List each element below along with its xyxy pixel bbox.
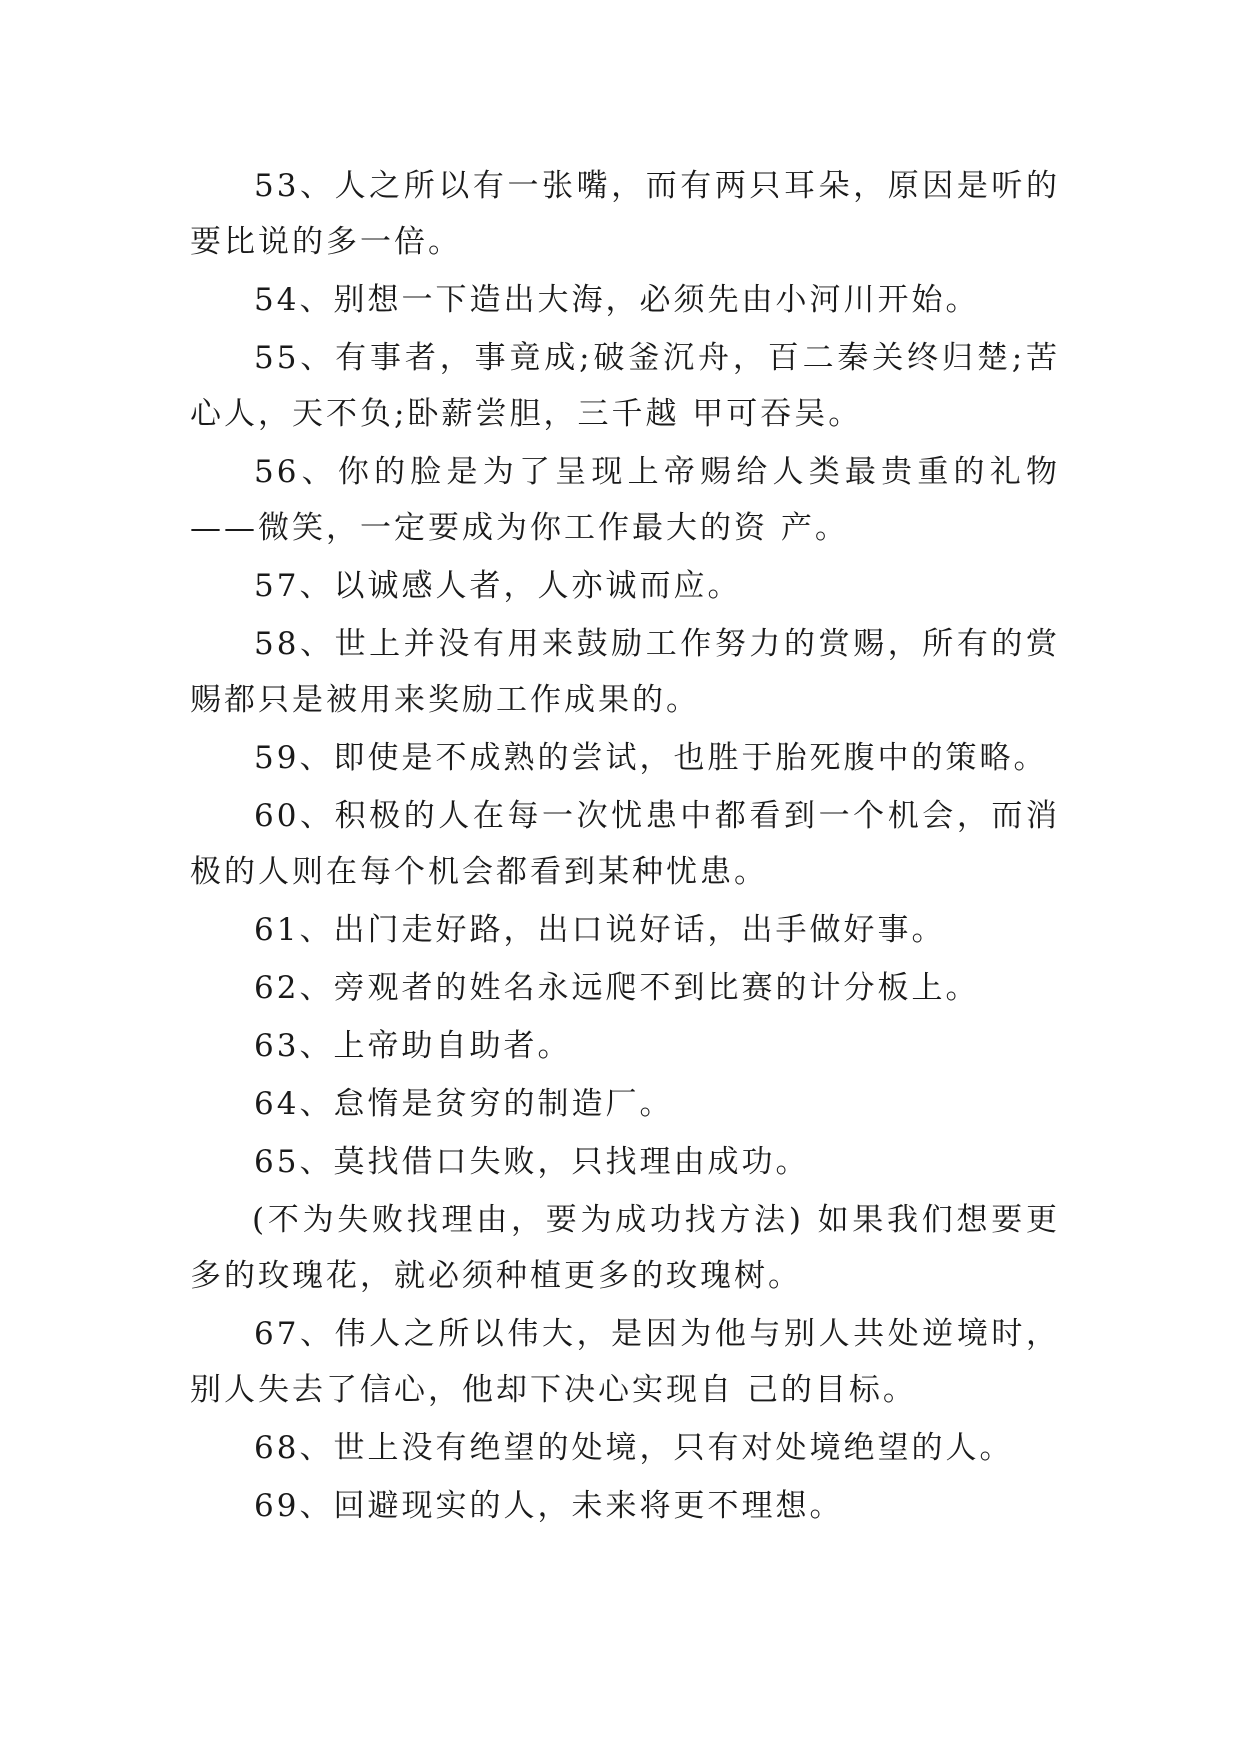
paragraph-69: 69、回避现实的人，未来将更不理想。 <box>254 1488 844 1524</box>
paragraph-62: 62、旁观者的姓名永远爬不到比赛的计分板上。 <box>254 970 980 1006</box>
paragraph-54: 54、别想一下造出大海，必须先由小河川开始。 <box>254 282 980 318</box>
paragraph-57: 57、以诚感人者，人亦诚而应。 <box>254 568 742 604</box>
paragraph-65: 65、莫找借口失败，只找理由成功。 <box>254 1144 810 1180</box>
paragraph-66: (不为失败找理由，要为成功找方法) 如果我们想要更多的玫瑰花，就必须种植更多的玫瑰树。 <box>190 1202 1060 1294</box>
paragraph-61: 61、出门走好路，出口说好话，出手做好事。 <box>254 912 946 948</box>
document-page <box>190 158 1060 1536</box>
paragraph-63: 63、上帝助自助者。 <box>254 1028 572 1064</box>
paragraph-55: 55、有事者，事竟成;破釜沉舟，百二秦关终归楚;苦心人，天不负;卧薪尝胆，三千越 甲可吞吴。 <box>190 340 1060 432</box>
paragraph-68: 68、世上没有绝望的处境，只有对处境绝望的人。 <box>254 1430 1014 1466</box>
paragraph-60: 60、积极的人在每一次忧患中都看到一个机会，而消极的人则在每个机会都看到某种忧患。 <box>190 798 1060 890</box>
paragraph-56: 56、你的脸是为了呈现上帝赐给人类最贵重的礼物——微笑，一定要成为你工作最大的资 产。 <box>190 454 1060 546</box>
paragraph-53: 53、人之所以有一张嘴，而有两只耳朵，原因是听的要比说的多一倍。 <box>190 168 1060 260</box>
paragraph-67: 67、伟人之所以伟大，是因为他与别人共处逆境时，别人失去了信心，他却下决心实现自 己的目标。 <box>190 1316 1060 1408</box>
paragraph-58: 58、世上并没有用来鼓励工作努力的赏赐，所有的赏赐都只是被用来奖励工作成果的。 <box>190 626 1060 718</box>
paragraph-59: 59、即使是不成熟的尝试，也胜于胎死腹中的策略。 <box>254 740 1048 776</box>
paragraph-64: 64、怠惰是贫穷的制造厂。 <box>254 1086 674 1122</box>
